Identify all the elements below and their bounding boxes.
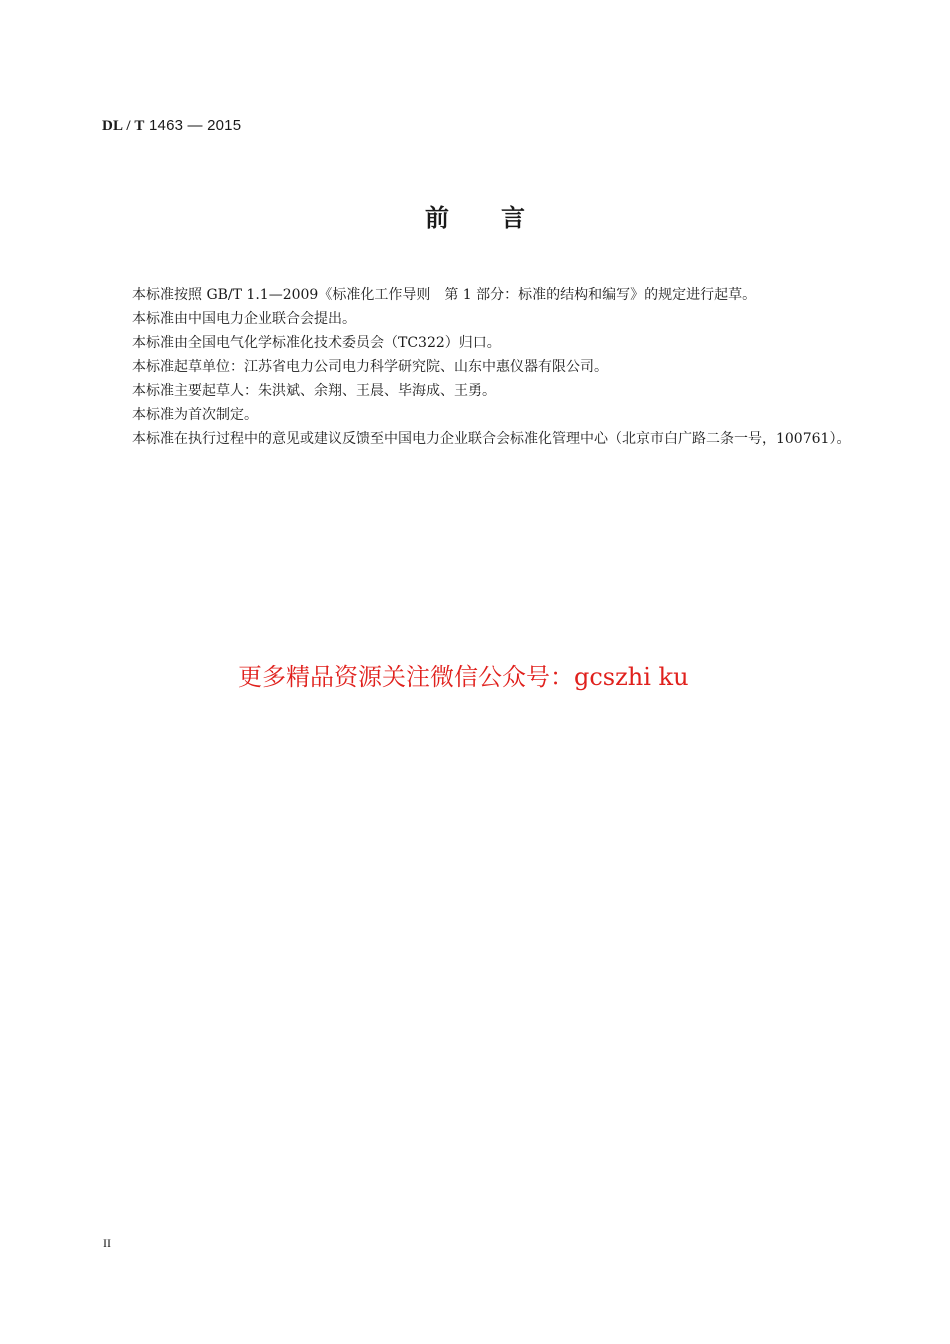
page-number: II [103, 1236, 111, 1250]
paragraph-first-edition: 本标准为首次制定。 [132, 407, 258, 423]
section-title: 前言 [425, 204, 577, 232]
standard-code-header [102, 117, 241, 135]
paragraph-proposed-by: 本标准由中国电力企业联合会提出。 [132, 311, 356, 327]
paragraph-drafters: 本标准主要起草人：朱洪斌、余翔、王晨、毕海成、王勇。 [132, 383, 496, 399]
standard-code-prefix: DL / T [102, 118, 145, 134]
paragraph-drafting-units: 本标准起草单位：江苏省电力公司电力科学研究院、山东中惠仪器有限公司。 [132, 359, 608, 375]
watermark-text: 更多精品资源关注微信公众号：gcszhi ku [238, 663, 689, 691]
paragraph-drafting-basis: 本标准按照 GB/T 1.1—2009《标准化工作导则 第 1 部分：标准的结构和编写》的规定进行起草。 [132, 287, 757, 303]
standard-code-number: 1463 — 2015 [144, 117, 242, 134]
foreword-body [97, 283, 852, 451]
paragraph-administered-by: 本标准由全国电气化学标准化技术委员会（TC322）归口。 [132, 335, 501, 351]
paragraph-feedback: 本标准在执行过程中的意见或建议反馈至中国电力企业联合会标准化管理中心（北京市白广路二条一号，100761）。 [132, 431, 851, 447]
